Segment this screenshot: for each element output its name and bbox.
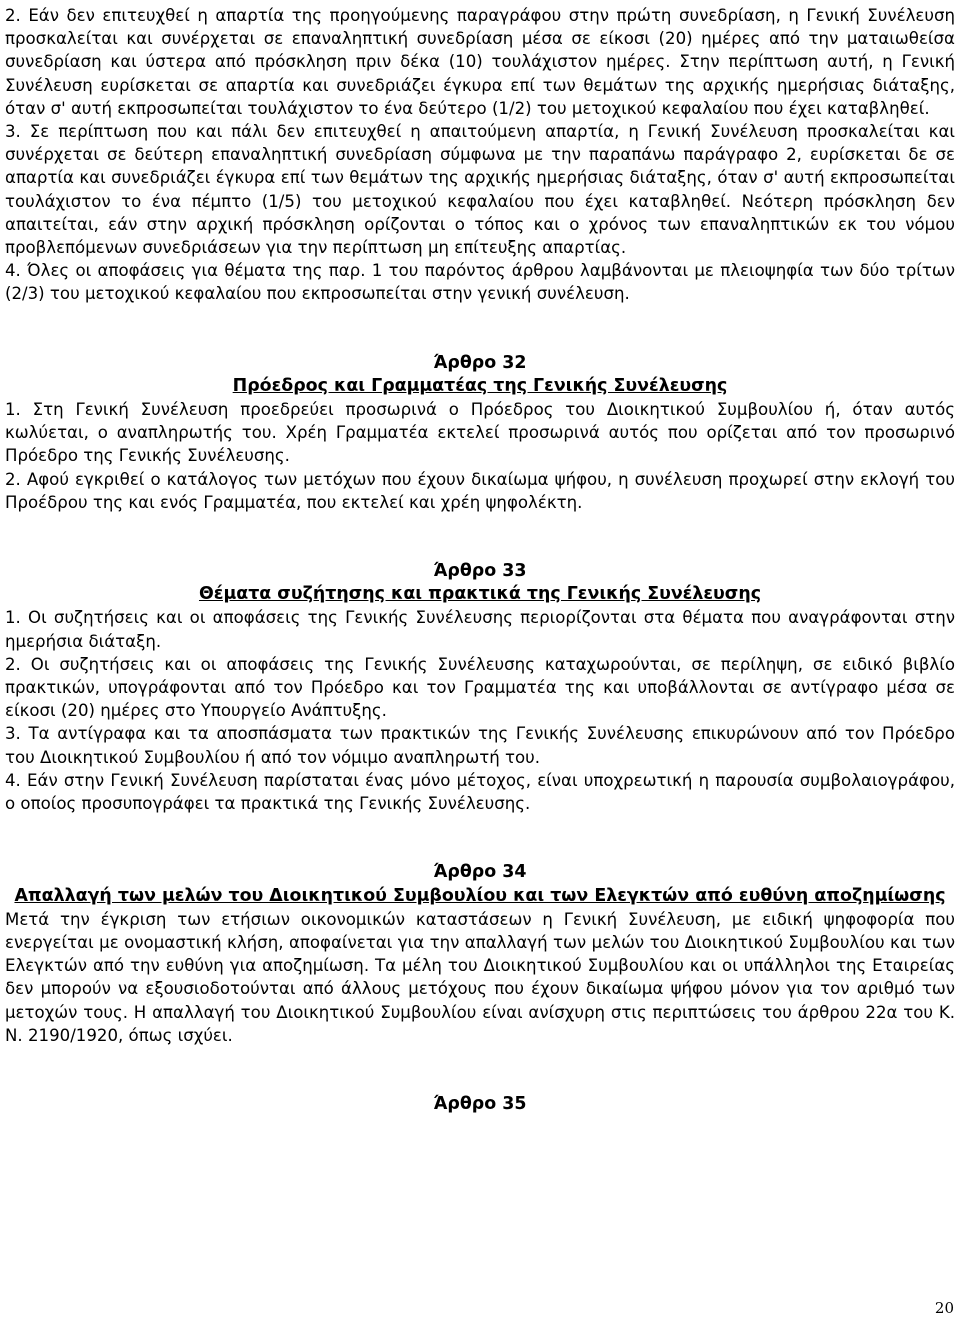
article-title: Θέματα συζήτησης και πρακτικά της Γενικής Συνέλευσης xyxy=(198,584,762,605)
intro-paragraph-2: 2. Εάν δεν επιτευχθεί η απαρτία της προηγούμενης παραγράφου στην πρώτη συνεδρίαση, η Γενική Συνέλευση προσκαλείται και συνέρχεται σε επαναληπτική συνεδρίαση μέσα σε είκοσι (20) ημέρες από την ματαιωθείσα συνεδρίαση και ύστερα από πρόσκληση πριν δέκα (10) τουλάχιστον ημέρες. Στην περίπτωση αυτή, η Γενική Συνέλευση ευρίσκεται σε απαρτία και συνεδριάζει έγκυρα επί των θεμάτων της αρχικής ημερήσιας διάταξης, όταν σ' αυτή εκπροσωπείται τουλάχιστον το ένα δεύτερο (1/2) του μετοχικού κεφαλαίου που έχει καταβληθεί. xyxy=(5,6,955,118)
article-paragraph: 4. Εάν στην Γενική Συνέλευση παρίσταται ένας μόνο μέτοχος, είναι υποχρεωτική η παρουσία συμβολαιογράφου, ο οποίος προσυπογράφει τα πρακτικά της Γενικής Συνέλευσης. xyxy=(5,770,955,814)
article-paragraph: 1. Οι συζητήσεις και οι αποφάσεις της Γενικής Συνέλευσης περιορίζονται στα θέματα που αναγράφονται στην ημερήσια διάταξη. xyxy=(5,608,955,651)
article-paragraph: 2. Αφού εγκριθεί ο κατάλογος των μετόχων που έχουν δικαίωμα ψήφου, η συνέλευση προχωρεί στην εκλογή του Προέδρου της και ενός Γραμματέα, που εκτελεί και χρέη ψηφολέκτη. xyxy=(5,469,955,512)
article-32 xyxy=(5,352,955,514)
page-number: 20 xyxy=(934,1299,954,1317)
article-paragraph: 3. Τα αντίγραφα και τα αποσπάσματα των πρακτικών της Γενικής Συνέλευσης επικυρώνουν από τον Πρόεδρο του Διοικητικού Συμβουλίου ή από τον νόμιμο αναπληρωτή του. xyxy=(5,724,955,767)
article-number: Άρθρο 35 xyxy=(433,1093,527,1114)
article-number: Άρθρο 32 xyxy=(433,352,527,373)
article-33 xyxy=(5,560,955,815)
intro-paragraph-4: 4. Όλες οι αποφάσεις για θέματα της παρ. 1 του παρόντος άρθρου λαμβάνονται με πλειοψηφία των δύο τρίτων (2/3) του μετοχικού κεφαλαίου που εκπροσωπείται στην γενική συνέλευση. xyxy=(5,261,955,304)
document-page xyxy=(5,4,955,1116)
article-34 xyxy=(5,861,955,1047)
article-paragraph: 2. Οι συζητήσεις και οι αποφάσεις της Γενικής Συνέλευσης καταχωρούνται, σε περίληψη, σε ειδικό βιβλίο πρακτικών, υπογράφονται από τον Πρόεδρο και τον Γραμματέα της και υποβάλλονται σε αντίγραφο μέσα σε είκοσι (20) ημέρες στο Υπουργείο Ανάπτυξης. xyxy=(5,654,955,721)
article-number: Άρθρο 33 xyxy=(433,561,527,582)
article-title: Απαλλαγή των μελών του Διοικητικού Συμβουλίου και των Ελεγκτών από ευθύνη αποζημίωσης xyxy=(14,885,946,906)
article-paragraph: 1. Στη Γενική Συνέλευση προεδρεύει προσωρινά ο Πρόεδρος του Διοικητικού Συμβουλίου ή, όταν αυτός κωλύεται, ο αναπληρωτής του. Χρέη Γραμματέα εκτελεί προσωρινά αυτός που ορίζεται από τον προσωρινό Πρόεδρο της Γενικής Συνέλευσης. xyxy=(5,400,955,466)
article-paragraph: Μετά την έγκριση των ετήσιων οικονομικών καταστάσεων η Γενική Συνέλευση, με ειδική ψηφοφορία που ενεργείται με ονομαστική κλήση, αποφαίνεται για την απαλλαγή των μελών του Διοικητικού Συμβουλίου και των Ελεγκτών από την ευθύνη για αποζημίωση. Τα μέλη του Διοικητικού Συμβουλίου και οι υπάλληλοι της Εταιρείας δεν μπορούν να εξουσιοδοτούνται από άλλους μετόχους που έχουν δικαίωμα ψήφου μόνον για τον αριθμό των μετοχών τους. Η απαλλαγή του Διοικητικού Συμβουλίου είναι ανίσχυρη στις περιπτώσεις του άρθρου 22α του Κ. Ν. 2190/1920, όπως ισχύει. xyxy=(5,909,955,1045)
article-35 xyxy=(5,1093,955,1116)
article-title: Πρόεδρος και Γραμματέας της Γενικής Συνέλευσης xyxy=(232,375,728,396)
article-number: Άρθρο 34 xyxy=(433,862,527,883)
intro-paragraph-3: 3. Σε περίπτωση που και πάλι δεν επιτευχθεί η απαιτούμενη απαρτία, η Γενική Συνέλευση προσκαλείται και συνέρχεται σε δεύτερη επαναληπτική συνεδρίαση σύμφωνα με την παραπάνω παράγραφο 2, ευρίσκεται δε σε απαρτία και συνεδριάζει έγκυρα επί των θεμάτων της αρχικής ημερήσιας διάταξης, όταν σ' αυτή εκπροσωπείται τουλάχιστον το ένα πέμπτο (1/5) του μετοχικού κεφαλαίου που έχει καταβληθεί. Νεότερη πρόσκληση δεν απαιτείται, εάν στην αρχική πρόσκληση ορίζονται ο τόπος και ο χρόνος των επαναληπτικών εκ του νόμου προβλεπόμενων συνεδριάσεων για την περίπτωση μη επίτευξης απαρτίας. xyxy=(5,122,955,258)
